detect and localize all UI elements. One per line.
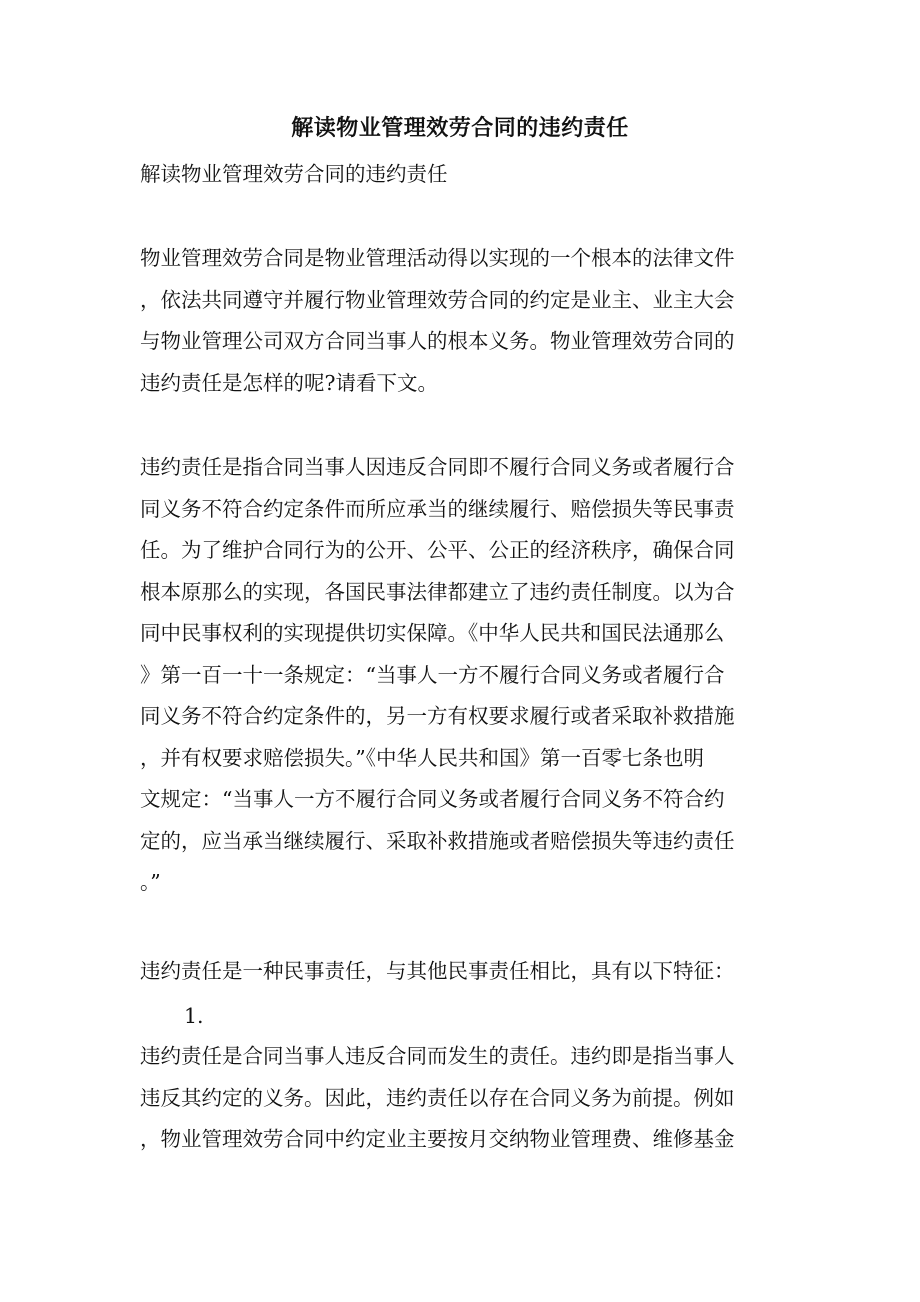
- paragraph-line: 。”: [140, 870, 161, 894]
- paragraph-line: 违约责任是指合同当事人因违反合同即不履行合同义务或者履行合: [140, 455, 735, 479]
- paragraph-line: 同义务不符合约定条件的，另一方有权要求履行或者采取补救措施: [140, 704, 735, 728]
- paragraph-definition: [140, 447, 780, 904]
- paragraph-line: ，依法共同遵守并履行物业管理效劳合同的约定是业主、业主大会: [140, 287, 735, 312]
- paragraph-line: 》第一百一十一条规定：“当事人一方不履行合同义务或者履行合: [140, 662, 725, 687]
- paragraph-features-intro: [140, 951, 780, 993]
- paragraph-line: ，物业管理效劳合同中约定业主要按月交纳物业管理费、维修基金: [140, 1127, 735, 1151]
- paragraph-line: 与物业管理公司双方合同当事人的根本义务。物业管理效劳合同的: [140, 329, 735, 353]
- paragraph-line: 物业管理效劳合同是物业管理活动得以实现的一个根本的法律文件: [140, 246, 735, 270]
- paragraph-line: 违约责任是合同当事人违反合同而发生的责任。违约即是指当事人: [140, 1044, 735, 1068]
- paragraph-line: 定的，应当承当继续履行、采取补救措施或者赔偿损失等违约责任: [140, 828, 735, 853]
- paragraph-line: 同中民事权利的实现提供切实保障。《中华人民共和国民法通那么: [140, 621, 725, 645]
- paragraph-intro: [140, 238, 780, 404]
- paragraph-feature-one: [140, 1036, 780, 1161]
- document-subtitle: 解读物业管理效劳合同的违约责任: [140, 162, 448, 186]
- paragraph-line: 文规定：“当事人一方不履行合同义务或者履行合同义务不符合约: [140, 787, 725, 811]
- paragraph-line: 违约责任是怎样的呢?请看下文。: [140, 370, 438, 395]
- paragraph-line: 根本原那么的实现，各国民事法律都建立了违约责任制度。以为合: [140, 579, 735, 604]
- document-title: 解读物业管理效劳合同的违约责任: [291, 115, 629, 141]
- paragraph-line: 违反其约定的义务。因此，违约责任以存在合同义务为前提。例如: [140, 1085, 735, 1110]
- paragraph-line: 同义务不符合约定条件而所应承当的继续履行、赔偿损失等民事责: [140, 496, 735, 521]
- paragraph-line: 违约责任是一种民事责任，与其他民事责任相比，具有以下特征：: [140, 959, 735, 983]
- paragraph-line: ，并有权要求赔偿损失。”《中华人民共和国》第一百零七条也明: [140, 745, 704, 770]
- paragraph-line: 任。为了维护合同行为的公开、公平、公正的经济秩序，确保合同: [140, 538, 735, 562]
- list-item-number: 1.: [184, 1004, 204, 1028]
